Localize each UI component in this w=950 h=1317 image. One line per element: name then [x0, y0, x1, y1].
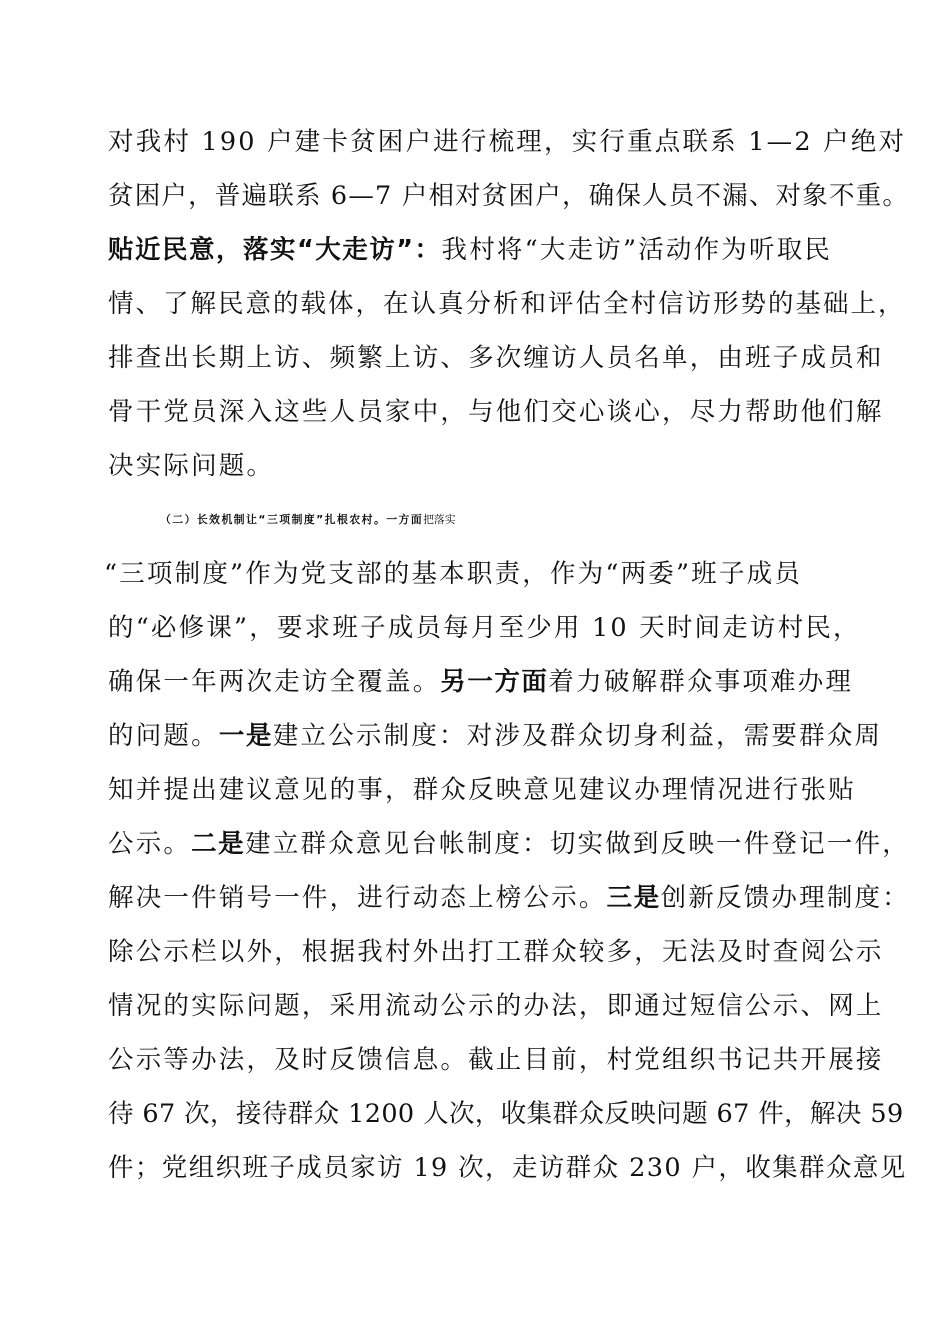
text-line	[108, 824, 910, 864]
bold-run: 另一方面	[440, 667, 549, 697]
text-run: 对我村 190 户建卡贫困户进行梳理，实行重点联系 1—2 户绝对	[108, 127, 907, 157]
text-run: 骨干党员深入这些人员家中，与他们交心谈心，尽力帮助他们解	[108, 397, 884, 427]
text-line	[108, 716, 883, 756]
text-run: 建立公示制度：对涉及群众切身利益，需要群众周	[272, 721, 883, 751]
text-line	[108, 176, 910, 216]
bold-run: 一是	[218, 721, 273, 751]
text-run: 情况的实际问题，采用流动公示的办法，即通过短信公示、网上	[108, 991, 884, 1021]
bold-run: 贴近民意，落实“大走访”：	[108, 235, 442, 265]
text-line	[108, 230, 868, 270]
text-run: 除公示栏以外，根据我村外出打工群众较多，无法及时查阅公示	[108, 937, 884, 967]
text-run: 决实际问题。	[108, 451, 275, 481]
text-run: 着力破解群众事项难办理	[548, 667, 854, 697]
text-run: 情、了解民意的载体，在认真分析和评估全村信访形势的基础上，	[108, 289, 906, 319]
text-line	[108, 446, 868, 486]
text-run: “三项制度”作为党支部的基本职责，作为“两委”班子成员	[104, 559, 803, 589]
text-line	[108, 878, 910, 918]
text-run: 公示。	[108, 829, 192, 859]
text-line	[108, 986, 884, 1026]
section-heading-line	[160, 500, 920, 540]
bold-run: 三是	[606, 883, 661, 913]
text-run: 件；党组织班子成员家访 19 次，走访群众 230 户，收集群众意见	[108, 1153, 907, 1183]
text-line	[108, 662, 868, 702]
text-line	[108, 770, 868, 810]
text-run: 确保一年两次走访全覆盖。	[108, 667, 441, 697]
text-line	[108, 284, 906, 324]
text-line	[108, 1148, 907, 1188]
text-run: 的问题。	[108, 721, 219, 751]
text-line	[108, 608, 868, 648]
text-run: 待 67 次，接待群众 1200 人次，收集群众反映问题 67 件，解决 59	[108, 1099, 904, 1129]
text-run: 贫困户，普遍联系 6—7 户相对贫困户，确保人员不漏、对象不重。	[108, 181, 910, 211]
bold-run: 二是	[191, 829, 246, 859]
text-run: 创新反馈办理制度：	[660, 883, 910, 913]
text-run: 解决一件销号一件，进行动态上榜公示。	[108, 883, 607, 913]
text-run: 把落实	[423, 513, 456, 526]
text-line	[108, 338, 884, 378]
section-heading: （二）长效机制让“三项制度”扎根农村。一方面	[160, 513, 424, 526]
text-run: 的“必修课”，要求班子成员每月至少用 10 天时间走访村民，	[108, 613, 861, 643]
text-line	[108, 932, 884, 972]
text-run: 我村将“大走访”活动作为听取民	[441, 235, 833, 265]
text-line	[108, 122, 907, 162]
text-line	[104, 554, 864, 594]
text-run: 公示等办法，及时反馈信息。截止目前，村党组织书记共开展接	[108, 1045, 884, 1075]
text-run: 知并提出建议意见的事，群众反映意见建议办理情况进行张贴	[108, 775, 856, 805]
text-line	[108, 1040, 884, 1080]
text-line	[108, 1094, 904, 1134]
text-run: 建立群众意见台帐制度：切实做到反映一件登记一件，	[245, 829, 910, 859]
text-run: 排查出长期上访、频繁上访、多次缠访人员名单，由班子成员和	[108, 343, 884, 373]
text-line	[108, 392, 884, 432]
